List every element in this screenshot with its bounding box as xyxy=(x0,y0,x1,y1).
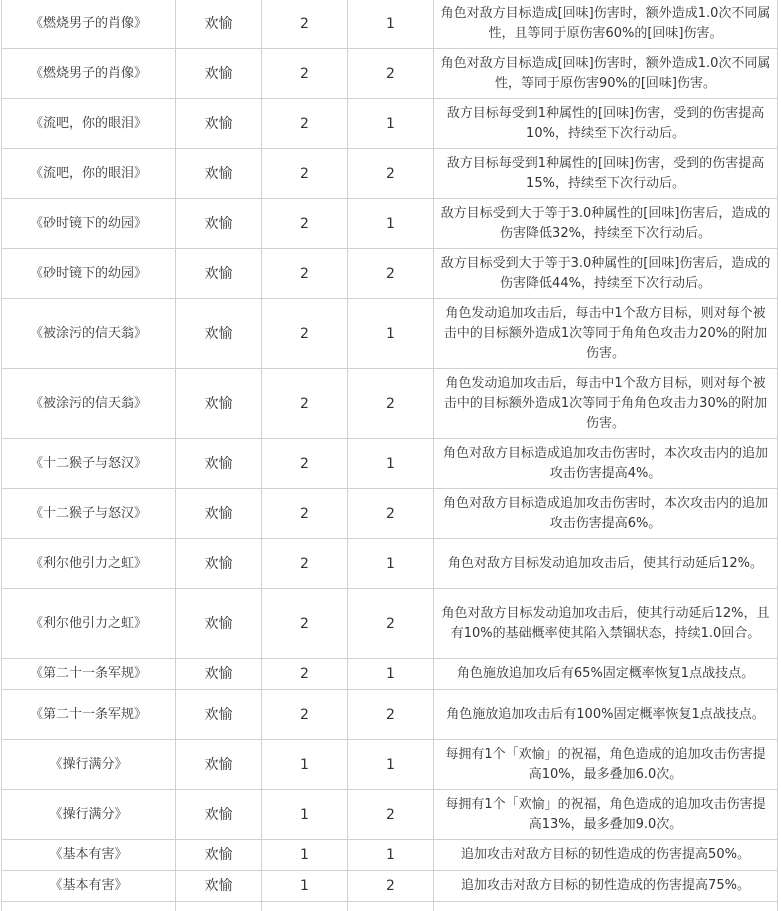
blessing-name: 《十二猴子与怒汉》 xyxy=(2,439,176,489)
blessing-rarity: 2 xyxy=(262,149,348,199)
blessing-name: 《燃烧男子的肖像》 xyxy=(2,0,176,49)
blessing-path: 欢愉 xyxy=(176,489,262,539)
table-row xyxy=(2,790,778,840)
blessing-level: 2 xyxy=(348,369,434,439)
blessing-description: 敌方目标受到大于等于3.0种属性的[回味]伤害后，造成的伤害降低32%，持续至下次行动后。 xyxy=(434,199,778,249)
blessing-level: 2 xyxy=(348,690,434,740)
blessing-rarity: 1 xyxy=(262,790,348,840)
blessing-name: 《第二十一条军规》 xyxy=(2,659,176,690)
blessing-name: 《砂时镜下的幼园》 xyxy=(2,199,176,249)
blessing-name: 《基本有害》 xyxy=(2,871,176,902)
table-row xyxy=(2,49,778,99)
blessing-level: 1 xyxy=(348,539,434,589)
blessing-path: 欢愉 xyxy=(176,369,262,439)
table-row xyxy=(2,840,778,871)
table-row xyxy=(2,439,778,489)
blessing-path: 欢愉 xyxy=(176,49,262,99)
blessing-level: 1 xyxy=(348,840,434,871)
table-row xyxy=(2,0,778,49)
table-row xyxy=(2,149,778,199)
blessing-name: 《砂时镜下的幼园》 xyxy=(2,249,176,299)
blessing-rarity: 1 xyxy=(262,740,348,790)
blessing-name: 《十二猴子与怒汉》 xyxy=(2,489,176,539)
blessing-description: 追加攻击对敌方目标的韧性造成的伤害提高75%。 xyxy=(434,871,778,902)
blessing-level: 1 xyxy=(348,99,434,149)
blessing-rarity: 2 xyxy=(262,489,348,539)
blessing-path: 欢愉 xyxy=(176,0,262,49)
blessing-level: 2 xyxy=(348,249,434,299)
blessing-rarity: 2 xyxy=(262,99,348,149)
blessing-path: 欢愉 xyxy=(176,99,262,149)
blessing-path: 欢愉 xyxy=(176,439,262,489)
blessing-rarity: 2 xyxy=(262,249,348,299)
table-row xyxy=(2,539,778,589)
table-row xyxy=(2,871,778,902)
blessing-path xyxy=(176,902,262,911)
blessing-name: 《第二十一条军规》 xyxy=(2,690,176,740)
blessing-rarity: 2 xyxy=(262,49,348,99)
blessing-level: 2 xyxy=(348,489,434,539)
blessing-path: 欢愉 xyxy=(176,871,262,902)
blessing-description: 角色对敌方目标造成追加攻击伤害时，本次攻击内的追加攻击伤害提高4%。 xyxy=(434,439,778,489)
blessing-name: 《被涂污的信天翁》 xyxy=(2,369,176,439)
blessing-description: 角色对敌方目标发动追加攻击后，使其行动延后12%，且有10%的基础概率使其陷入禁锢状态，持续1.0回合。 xyxy=(434,589,778,659)
blessing-path: 欢愉 xyxy=(176,299,262,369)
blessing-name: 《利尔他引力之虹》 xyxy=(2,589,176,659)
blessing-description: 敌方目标每受到1种属性的[回味]伤害，受到的伤害提高10%，持续至下次行动后。 xyxy=(434,99,778,149)
blessing-level: 2 xyxy=(348,149,434,199)
blessing-name: 《利尔他引力之虹》 xyxy=(2,539,176,589)
blessing-level: 2 xyxy=(348,790,434,840)
blessing-name: 《操行满分》 xyxy=(2,740,176,790)
blessing-name: 《基本有害》 xyxy=(2,840,176,871)
blessing-rarity: 2 xyxy=(262,199,348,249)
blessing-rarity: 2 xyxy=(262,539,348,589)
blessing-description: 角色对敌方目标造成[回味]伤害时，额外造成1.0次不同属性，等同于原伤害90%的[回味]伤害。 xyxy=(434,49,778,99)
table-row xyxy=(2,299,778,369)
blessing-description: 角色施放追加攻击后有100%固定概率恢复1点战技点。 xyxy=(434,690,778,740)
table-row xyxy=(2,589,778,659)
blessing-rarity: 2 xyxy=(262,659,348,690)
blessing-description: 角色对敌方目标发动追加攻击后，使其行动延后12%。 xyxy=(434,539,778,589)
blessing-level: 1 xyxy=(348,439,434,489)
blessing-description: 每拥有1个「欢愉」的祝福，角色造成的追加攻击伤害提高10%，最多叠加6.0次。 xyxy=(434,740,778,790)
blessing-name xyxy=(2,902,176,911)
blessing-level: 2 xyxy=(348,589,434,659)
table-row xyxy=(2,690,778,740)
blessing-rarity: 2 xyxy=(262,690,348,740)
blessing-rarity: 2 xyxy=(262,299,348,369)
blessing-name: 《流吧，你的眼泪》 xyxy=(2,99,176,149)
blessing-description: 每拥有1个「欢愉」的祝福，角色造成的追加攻击伤害提高13%，最多叠加9.0次。 xyxy=(434,790,778,840)
blessing-path: 欢愉 xyxy=(176,539,262,589)
blessing-rarity: 2 xyxy=(262,0,348,49)
blessing-description: 角色发动追加攻击后，每击中1个敌方目标，则对每个被击中的目标额外造成1次等同于角角色攻击力30%的附加伤害。 xyxy=(434,369,778,439)
table-row xyxy=(2,740,778,790)
blessing-level: 1 xyxy=(348,740,434,790)
blessing-rarity: 1 xyxy=(262,871,348,902)
blessing-path: 欢愉 xyxy=(176,740,262,790)
table-row xyxy=(2,659,778,690)
blessing-level xyxy=(348,902,434,911)
blessing-rarity: 2 xyxy=(262,589,348,659)
blessing-level: 2 xyxy=(348,49,434,99)
blessing-path: 欢愉 xyxy=(176,790,262,840)
blessing-path: 欢愉 xyxy=(176,249,262,299)
blessing-description: 角色施放追加攻后有65%固定概率恢复1点战技点。 xyxy=(434,659,778,690)
table-row xyxy=(2,369,778,439)
blessing-description: 角色发动追加攻击后，每击中1个敌方目标，则对每个被击中的目标额外造成1次等同于角角色攻击力20%的附加伤害。 xyxy=(434,299,778,369)
blessing-rarity: 2 xyxy=(262,369,348,439)
blessing-path: 欢愉 xyxy=(176,690,262,740)
blessing-name: 《被涂污的信天翁》 xyxy=(2,299,176,369)
blessing-level: 1 xyxy=(348,659,434,690)
blessing-path: 欢愉 xyxy=(176,589,262,659)
blessing-name: 《燃烧男子的肖像》 xyxy=(2,49,176,99)
blessing-name: 《操行满分》 xyxy=(2,790,176,840)
blessing-level: 1 xyxy=(348,299,434,369)
blessing-rarity xyxy=(262,902,348,911)
blessing-rarity: 1 xyxy=(262,840,348,871)
blessing-path: 欢愉 xyxy=(176,149,262,199)
blessing-level: 2 xyxy=(348,871,434,902)
blessing-description: 角色对敌方目标造成追加攻击伤害时，本次攻击内的追加攻击伤害提高6%。 xyxy=(434,489,778,539)
table-row xyxy=(2,199,778,249)
blessing-path: 欢愉 xyxy=(176,659,262,690)
blessing-description: 角色对敌方目标造成[回味]伤害时，额外造成1.0次不同属性，且等同于原伤害60%的[回味]伤害。 xyxy=(434,0,778,49)
blessing-description xyxy=(434,902,778,911)
table-row xyxy=(2,489,778,539)
blessing-table xyxy=(1,0,778,911)
blessing-description: 敌方目标每受到1种属性的[回味]伤害，受到的伤害提高15%，持续至下次行动后。 xyxy=(434,149,778,199)
blessing-table-body xyxy=(2,0,778,911)
table-row xyxy=(2,99,778,149)
blessing-description: 追加攻击对敌方目标的韧性造成的伤害提高50%。 xyxy=(434,840,778,871)
table-row xyxy=(2,902,778,911)
blessing-path: 欢愉 xyxy=(176,840,262,871)
blessing-level: 1 xyxy=(348,199,434,249)
blessing-path: 欢愉 xyxy=(176,199,262,249)
blessing-level: 1 xyxy=(348,0,434,49)
table-row xyxy=(2,249,778,299)
blessing-rarity: 2 xyxy=(262,439,348,489)
blessing-name: 《流吧，你的眼泪》 xyxy=(2,149,176,199)
blessing-description: 敌方目标受到大于等于3.0种属性的[回味]伤害后，造成的伤害降低44%，持续至下次行动后。 xyxy=(434,249,778,299)
